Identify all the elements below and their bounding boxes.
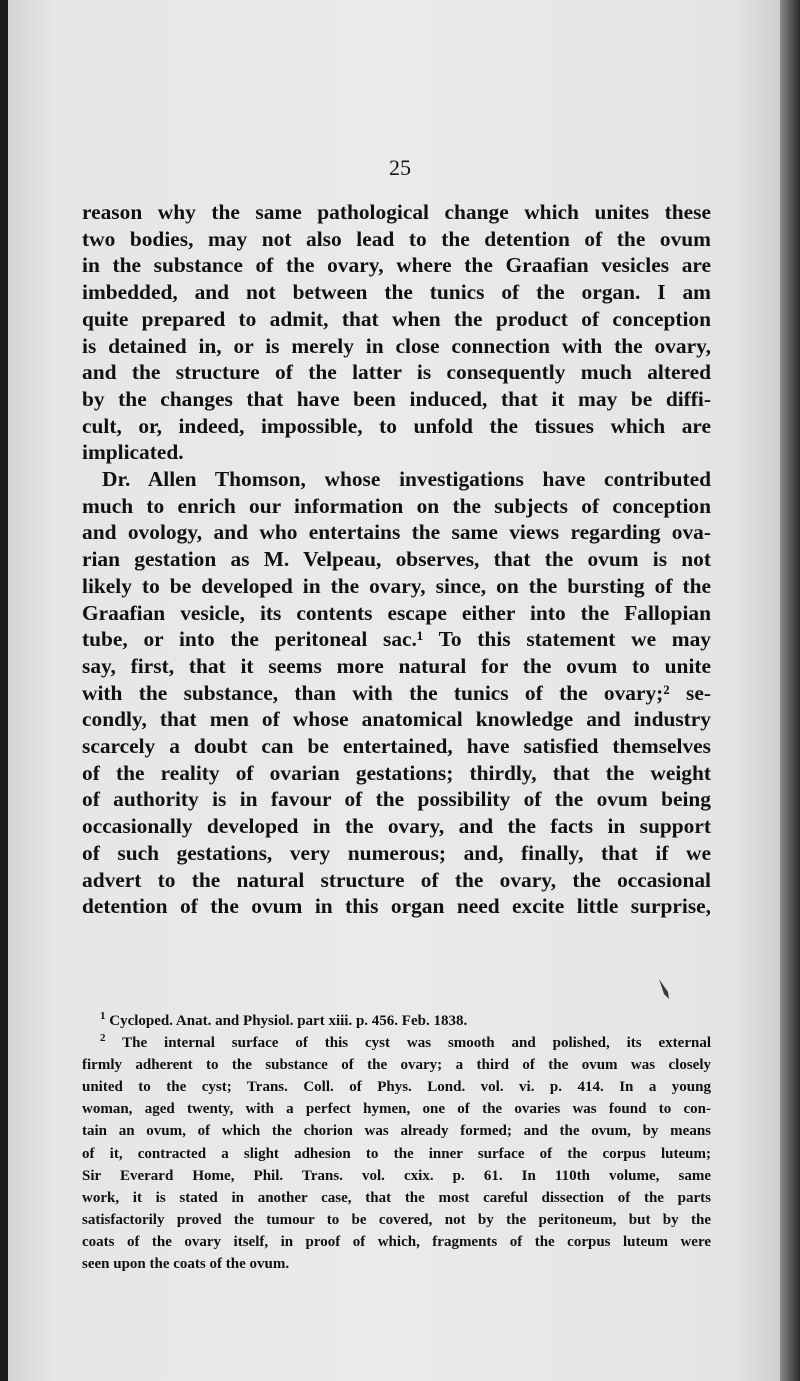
footnote-marker: 2 bbox=[100, 1032, 106, 1045]
text-line: scarcely a doubt can be entertained, have satisfied themselves bbox=[82, 734, 711, 759]
page-number: 25 bbox=[389, 155, 411, 180]
text-line: and the structure of the latter is consequently much altered bbox=[82, 360, 711, 385]
main-text bbox=[82, 199, 711, 920]
text-line: by the changes that have been induced, that it may be diffi- bbox=[82, 386, 711, 411]
text-line: say, first, that it seems more natural for the ovum to unite bbox=[82, 653, 711, 678]
text-line: of authority is in favour of the possibility of the ovum being bbox=[82, 787, 711, 812]
paragraph bbox=[82, 466, 711, 920]
footnote-line: seen upon the coats of the ovum. bbox=[82, 1256, 290, 1273]
text-line: two bodies, may not also lead to the detention of the ovum bbox=[82, 226, 711, 251]
footnote-line: coats of the ovary itself, in proof of which, fragments of the corpus luteum were bbox=[82, 1233, 711, 1250]
text-line: tube, or into the peritoneal sac.¹ To this statement we may bbox=[82, 627, 711, 652]
text-line: of the reality of ovarian gestations; thirdly, that the weight bbox=[82, 760, 711, 785]
text-line: Dr. Allen Thomson, whose investigations have contributed bbox=[102, 467, 711, 492]
page-edge-shadow bbox=[780, 0, 800, 1381]
text-line: and ovology, and who entertains the same views regarding ova- bbox=[82, 520, 711, 545]
text-line: is detained in, or is merely in close connection with the ovary, bbox=[82, 333, 711, 358]
footnote bbox=[82, 1010, 711, 1032]
footnote bbox=[82, 1032, 711, 1275]
text-line: of such gestations, very numerous; and, finally, that if we bbox=[82, 840, 711, 865]
text-line: advert to the natural structure of the ovary, the occasional bbox=[82, 867, 711, 892]
text-line: in the substance of the ovary, where the Graafian vesicles are bbox=[82, 253, 711, 278]
footnotes bbox=[82, 1010, 711, 1275]
text-line: quite prepared to admit, that when the product of conception bbox=[82, 306, 711, 331]
text-line: Graafian vesicle, its contents escape either into the Fallopian bbox=[82, 600, 711, 625]
footnote-line: satisfactorily proved the tumour to be covered, not by the peritoneum, but by the bbox=[82, 1211, 711, 1228]
footnote-line: work, it is stated in another case, that the most careful dissection of the parts bbox=[82, 1189, 711, 1206]
footnote-line: united to the cyst; Trans. Coll. of Phys. Lond. vol. vi. p. 414. In a young bbox=[82, 1079, 711, 1096]
footnote-text: Cycloped. Anat. and Physiol. part xiii. p. 456. Feb. 1838. bbox=[109, 1013, 468, 1029]
footnote-line: Sir Everard Home, Phil. Trans. vol. cxix. p. 61. In 110th volume, same bbox=[82, 1167, 711, 1184]
text-line: condly, that men of whose anatomical knowledge and industry bbox=[82, 707, 711, 732]
footnote-marker: 1 bbox=[100, 1010, 106, 1022]
footnote-text: The internal surface of this cyst was smooth and polished, its external bbox=[122, 1035, 712, 1052]
footnote-line bbox=[82, 1032, 711, 1054]
footnote-line: tain an ovum, of which the chorion was already formed; and the ovum, by means bbox=[82, 1123, 711, 1140]
paragraph bbox=[82, 199, 711, 466]
text-line: much to enrich our information on the subjects of conception bbox=[82, 493, 711, 518]
footnote-line: firmly adherent to the substance of the ovary; a third of the ovum was closely bbox=[82, 1057, 711, 1074]
text-line: imbedded, and not between the tunics of the organ. I am bbox=[82, 280, 711, 305]
footnote-line: of it, contracted a slight adhesion to the inner surface of the corpus luteum; bbox=[82, 1145, 711, 1162]
footnote-line bbox=[82, 1010, 711, 1032]
text-line: rian gestation as M. Velpeau, observes, that the ovum is not bbox=[82, 547, 711, 572]
text-line: cult, or, indeed, impossible, to unfold the tissues which are bbox=[82, 413, 711, 438]
text-line: occasionally developed in the ovary, and the facts in support bbox=[82, 814, 711, 839]
pen-mark-icon bbox=[658, 978, 670, 1000]
text-line: implicated. bbox=[82, 440, 184, 465]
text-line: detention of the ovum in this organ need excite little surprise, bbox=[82, 894, 711, 919]
text-line: likely to be developed in the ovary, since, on the bursting of the bbox=[82, 573, 711, 598]
footnote-line: woman, aged twenty, with a perfect hymen, one of the ovaries was found to con- bbox=[82, 1101, 711, 1118]
text-line: reason why the same pathological change which unites these bbox=[82, 200, 711, 224]
text-line: with the substance, than with the tunics of the ovary;² se- bbox=[82, 680, 711, 705]
